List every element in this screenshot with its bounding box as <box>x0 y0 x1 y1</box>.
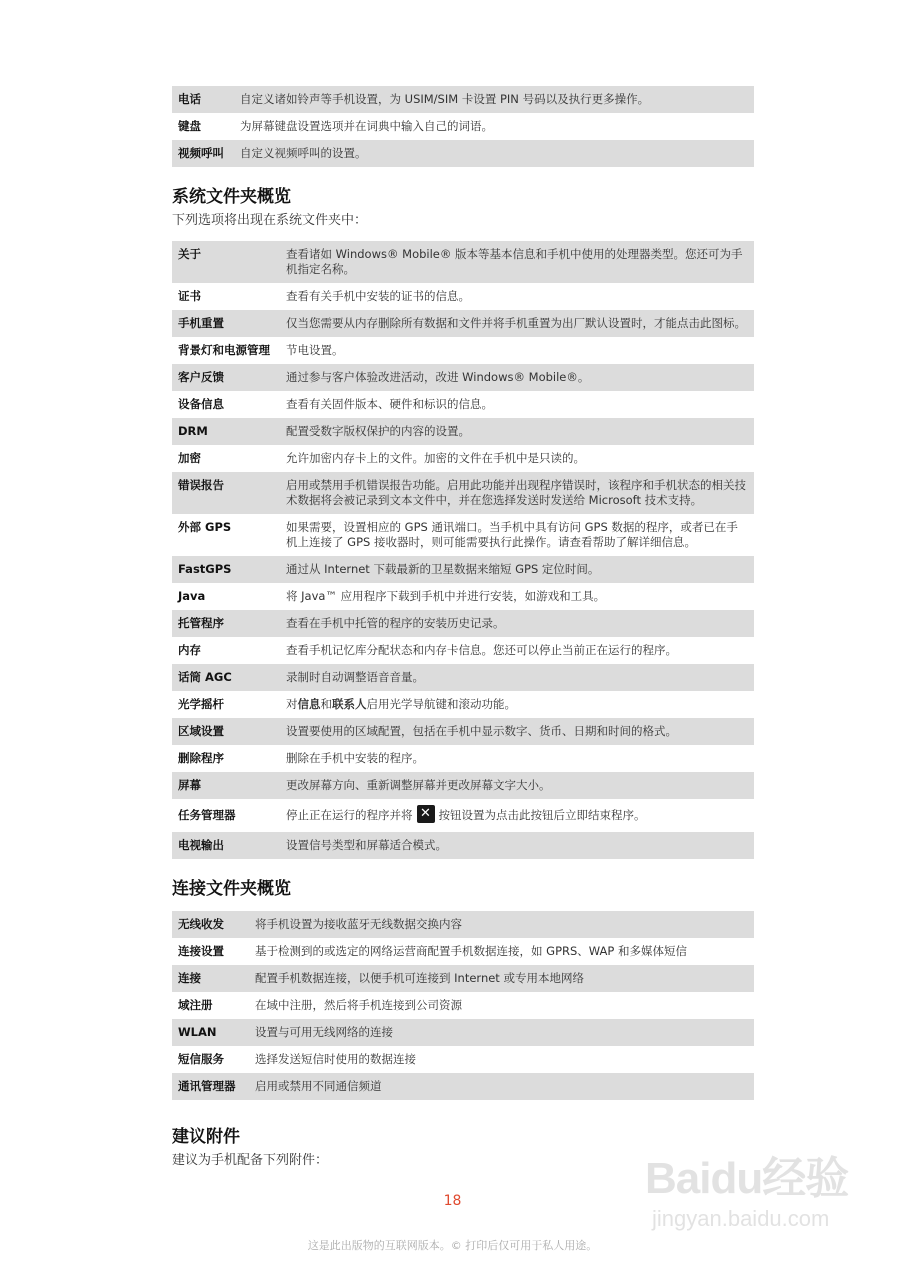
option-description: 选择发送短信时使用的数据连接 <box>249 1046 754 1073</box>
desc-text: 和 <box>320 697 332 711</box>
option-term: DRM <box>172 418 280 445</box>
contacts-label: 联系人 <box>332 697 367 711</box>
option-description <box>280 799 754 832</box>
option-term: 背景灯和电源管理 <box>172 337 280 364</box>
option-description: 设置信号类型和屏幕适合模式。 <box>280 832 754 859</box>
option-description: 配置受数字版权保护的内容的设置。 <box>280 418 754 445</box>
option-term: FastGPS <box>172 556 280 583</box>
option-term: 电话 <box>172 86 234 113</box>
option-term: WLAN <box>172 1019 249 1046</box>
option-term: 设备信息 <box>172 391 280 418</box>
table-row <box>172 1073 754 1100</box>
table-row <box>172 745 754 772</box>
close-x-icon: ✕ <box>417 805 435 823</box>
option-term: 电视输出 <box>172 832 280 859</box>
option-description: 基于检测到的或选定的网络运营商配置手机数据连接，如 GPRS、WAP 和多媒体短信 <box>249 938 754 965</box>
option-description: 配置手机数据连接，以便手机可连接到 Internet 或专用本地网络 <box>249 965 754 992</box>
table-row <box>172 391 754 418</box>
option-description: 查看手机记忆库分配状态和内存卡信息。您还可以停止当前正在运行的程序。 <box>280 637 754 664</box>
option-description: 通过从 Internet 下载最新的卫星数据来缩短 GPS 定位时间。 <box>280 556 754 583</box>
option-term: Java <box>172 583 280 610</box>
baidu-watermark <box>640 1142 870 1252</box>
option-term: 删除程序 <box>172 745 280 772</box>
option-term: 短信服务 <box>172 1046 249 1073</box>
table-row <box>172 664 754 691</box>
option-term: 视频呼叫 <box>172 140 234 167</box>
page-number: 18 <box>443 1193 462 1209</box>
option-description: 录制时自动调整语音音量。 <box>280 664 754 691</box>
option-term: 键盘 <box>172 113 234 140</box>
watermark-logo: Baidu经验 <box>645 1154 849 1203</box>
option-term: 任务管理器 <box>172 799 280 832</box>
table-row <box>172 418 754 445</box>
option-term: 连接设置 <box>172 938 249 965</box>
table-row <box>172 310 754 337</box>
desc-text: 按钮设置为点击此按钮后立即结束程序。 <box>438 808 646 822</box>
option-description: 自定义诸如铃声等手机设置，为 USIM/SIM 卡设置 PIN 号码以及执行更多操作。 <box>234 86 754 113</box>
option-term: 外部 GPS <box>172 514 280 556</box>
option-description: 在域中注册，然后将手机连接到公司资源 <box>249 992 754 1019</box>
accessories-heading: 建议附件 <box>172 1127 240 1147</box>
option-description: 启用或禁用手机错误报告功能。启用此功能并出现程序错误时，该程序和手机状态的相关技术数据将会被记录到文本文件中，并在您选择发送时发送给 Microsoft 技术支持。 <box>280 472 754 514</box>
option-term: 客户反馈 <box>172 364 280 391</box>
desc-text: 启用光学导航键和滚动功能。 <box>366 697 516 711</box>
accessories-intro: 建议为手机配备下列附件： <box>172 1153 329 1168</box>
table-row <box>172 1019 754 1046</box>
table-row <box>172 445 754 472</box>
document-page <box>172 86 754 1170</box>
option-description <box>280 691 754 718</box>
table-row <box>172 610 754 637</box>
table-row <box>172 241 754 283</box>
table-row <box>172 832 754 859</box>
table-row <box>172 113 754 140</box>
option-term: 加密 <box>172 445 280 472</box>
option-term: 屏幕 <box>172 772 280 799</box>
connection-folder-table <box>172 911 754 1100</box>
phone-settings-table <box>172 86 754 167</box>
option-term: 区域设置 <box>172 718 280 745</box>
table-row <box>172 637 754 664</box>
table-row <box>172 691 754 718</box>
option-term: 手机重置 <box>172 310 280 337</box>
option-description: 设置与可用无线网络的连接 <box>249 1019 754 1046</box>
footer-notice: 这是此出版物的互联网版本。© 打印后仅可用于私人用途。 <box>307 1239 598 1252</box>
option-description: 启用或禁用不同通信频道 <box>249 1073 754 1100</box>
option-term: 内存 <box>172 637 280 664</box>
option-description: 查看诸如 Windows® Mobile® 版本等基本信息和手机中使用的处理器类型。您还可为手机指定名称。 <box>280 241 754 283</box>
option-term: 关于 <box>172 241 280 283</box>
option-term: 光学摇杆 <box>172 691 280 718</box>
messages-label: 信息 <box>297 697 321 711</box>
option-term: 证书 <box>172 283 280 310</box>
option-description: 查看在手机中托管的程序的安装历史记录。 <box>280 610 754 637</box>
system-folder-heading: 系统文件夹概览 <box>172 187 291 207</box>
option-description: 查看有关手机中安装的证书的信息。 <box>280 283 754 310</box>
table-row <box>172 556 754 583</box>
option-term: 无线收发 <box>172 911 249 938</box>
desc-text: 停止正在运行的程序并将 <box>286 808 413 822</box>
watermark-url: jingyan.baidu.com <box>652 1206 830 1231</box>
table-row <box>172 938 754 965</box>
table-row <box>172 718 754 745</box>
option-term: 托管程序 <box>172 610 280 637</box>
table-row <box>172 337 754 364</box>
option-description: 删除在手机中安装的程序。 <box>280 745 754 772</box>
option-description: 将 Java™ 应用程序下载到手机中并进行安装，如游戏和工具。 <box>280 583 754 610</box>
option-term: 话筒 AGC <box>172 664 280 691</box>
table-row <box>172 992 754 1019</box>
option-description: 设置要使用的区域配置，包括在手机中显示数字、货币、日期和时间的格式。 <box>280 718 754 745</box>
option-description: 节电设置。 <box>280 337 754 364</box>
table-row <box>172 283 754 310</box>
option-description: 查看有关固件版本、硬件和标识的信息。 <box>280 391 754 418</box>
table-row <box>172 799 754 832</box>
system-folder-table <box>172 241 754 859</box>
table-row <box>172 965 754 992</box>
table-row <box>172 772 754 799</box>
option-term: 连接 <box>172 965 249 992</box>
option-description: 为屏幕键盘设置选项并在词典中输入自己的词语。 <box>234 113 754 140</box>
table-row <box>172 514 754 556</box>
option-description: 仅当您需要从内存删除所有数据和文件并将手机重置为出厂默认设置时，才能点击此图标。 <box>280 310 754 337</box>
option-description: 自定义视频呼叫的设置。 <box>234 140 754 167</box>
table-row <box>172 583 754 610</box>
table-row <box>172 364 754 391</box>
desc-text: 对 <box>286 697 298 711</box>
option-description: 将手机设置为接收蓝牙无线数据交换内容 <box>249 911 754 938</box>
system-folder-intro: 下列选项将出现在系统文件夹中： <box>172 213 368 228</box>
option-term: 通讯管理器 <box>172 1073 249 1100</box>
table-row <box>172 86 754 113</box>
table-row <box>172 140 754 167</box>
option-term: 域注册 <box>172 992 249 1019</box>
table-row <box>172 472 754 514</box>
option-description: 允许加密内存卡上的文件。加密的文件在手机中是只读的。 <box>280 445 754 472</box>
table-row <box>172 1046 754 1073</box>
option-term: 错误报告 <box>172 472 280 514</box>
option-description: 更改屏幕方向、重新调整屏幕并更改屏幕文字大小。 <box>280 772 754 799</box>
table-row <box>172 911 754 938</box>
option-description: 通过参与客户体验改进活动，改进 Windows® Mobile®。 <box>280 364 754 391</box>
option-description: 如果需要，设置相应的 GPS 通讯端口。当手机中具有访问 GPS 数据的程序，或者已在手机上连接了 GPS 接收器时，则可能需要执行此操作。请查看帮助了解详细信息。 <box>280 514 754 556</box>
connection-folder-heading: 连接文件夹概览 <box>172 879 291 899</box>
